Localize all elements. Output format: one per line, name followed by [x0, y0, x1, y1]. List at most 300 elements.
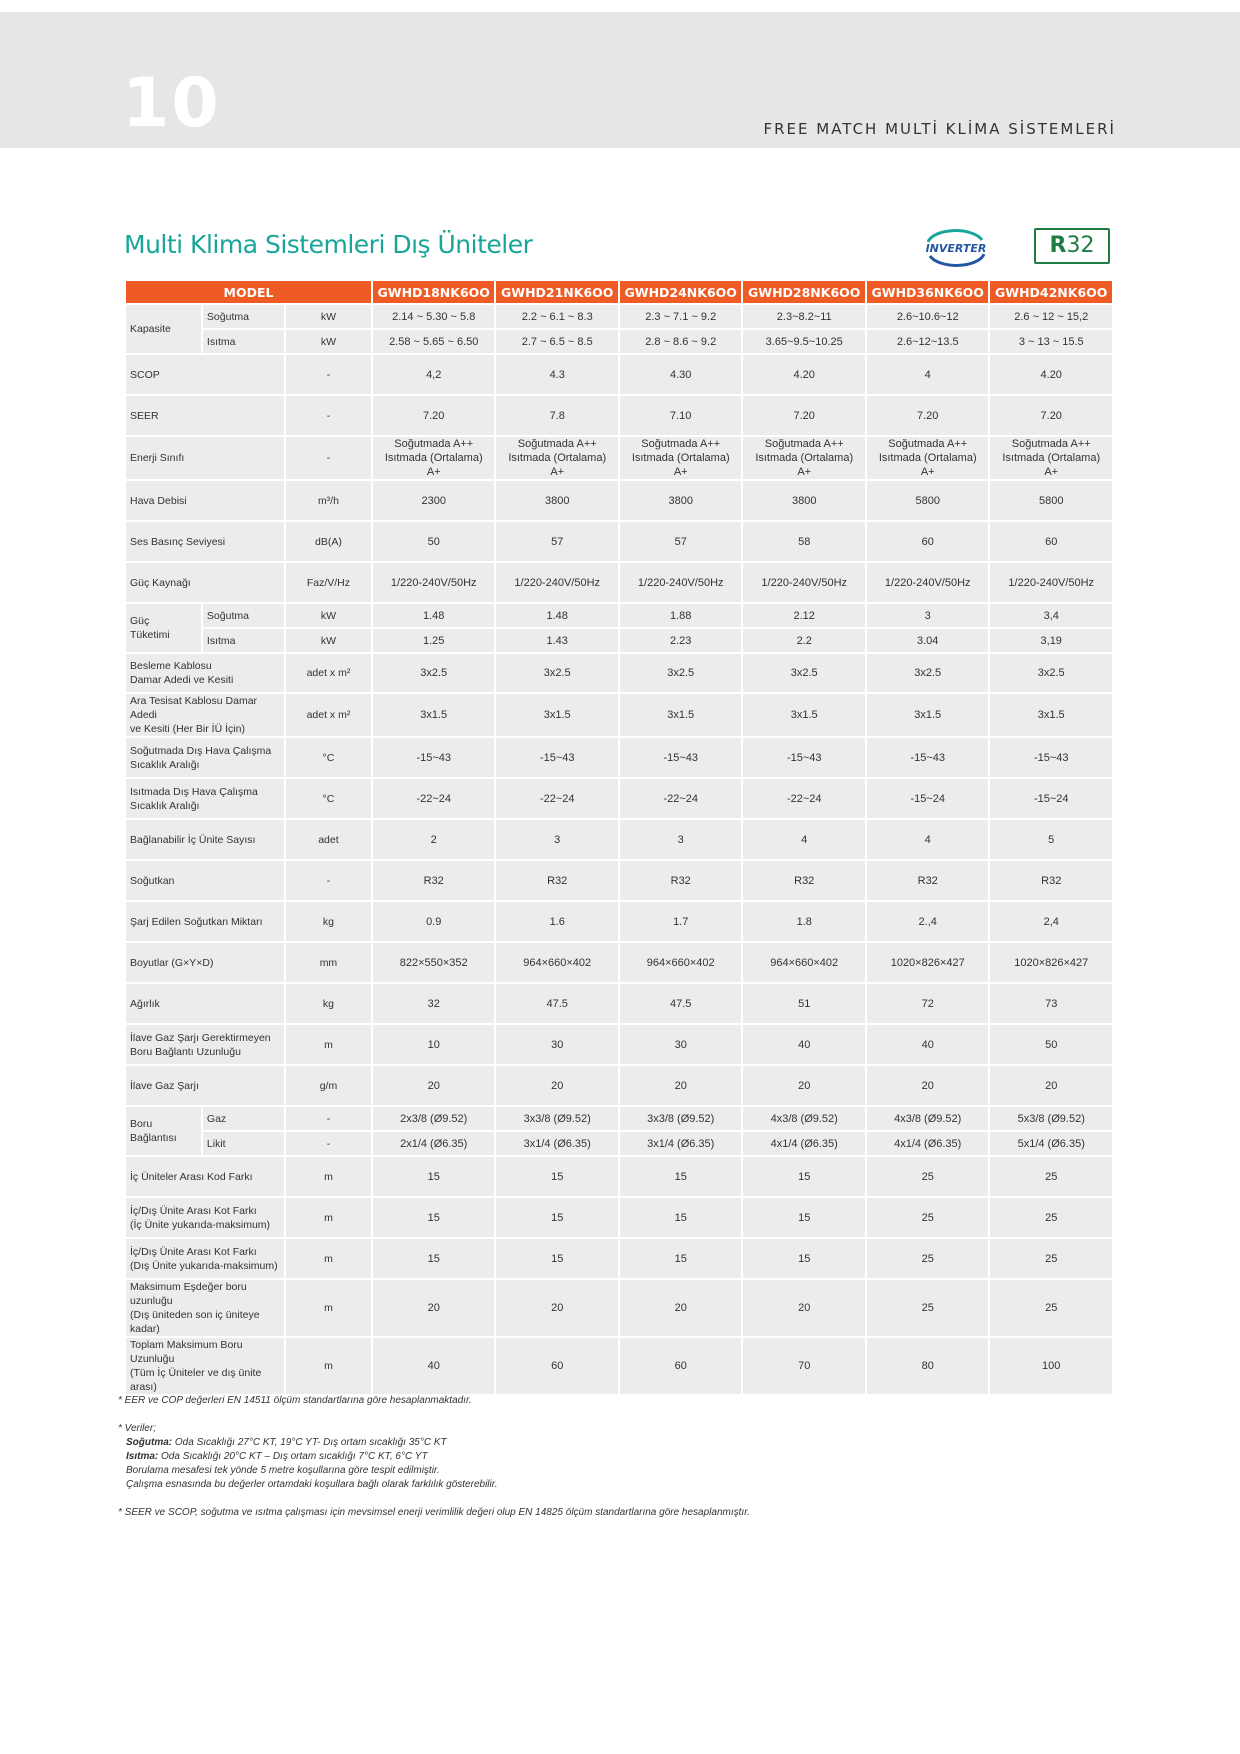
cell-value: 7.20: [743, 396, 865, 435]
cell-value: 3,4: [990, 604, 1112, 627]
cell-value: 4: [867, 355, 989, 394]
note-borulama: Borulama mesafesi tek yönde 5 metre koşullarına göre tespit edilmiştir.: [126, 1465, 440, 1476]
table-row: [126, 902, 1112, 941]
row-unit: m³/h: [286, 481, 371, 520]
row-sublabel: Soğutma: [203, 604, 284, 627]
cell-value: 60: [620, 1338, 742, 1394]
cell-value: 70: [743, 1338, 865, 1394]
cell-value: 3: [620, 820, 742, 859]
cell-value: 964×660×402: [620, 943, 742, 982]
cell-value: 1/220-240V/50Hz: [867, 563, 989, 602]
row-unit: kW: [286, 604, 371, 627]
row-unit: m: [286, 1338, 371, 1394]
cell-value: 100: [990, 1338, 1112, 1394]
cell-value: 25: [867, 1157, 989, 1196]
energy-class-cell: [496, 437, 618, 479]
cell-value: 4x1/4 (Ø6.35): [867, 1132, 989, 1155]
row-label-line: Boru Bağlantı Uzunluğu: [130, 1045, 241, 1058]
row-label: Soğutkan: [126, 861, 284, 900]
table-row: [126, 481, 1112, 520]
cell-value: 7.20: [867, 396, 989, 435]
note-isitma-text: Oda Sıcaklığı 20°C KT – Dış ortam sıcaklığı 7°C KT, 6°C YT: [158, 1451, 428, 1462]
row-unit: -: [286, 861, 371, 900]
row-label: [126, 1338, 284, 1394]
table-row: [126, 522, 1112, 561]
row-sublabel: Isıtma: [203, 629, 284, 652]
energy-class-cell: [743, 437, 865, 479]
cell-value: 20: [373, 1066, 495, 1105]
row-unit: adet x m²: [286, 654, 371, 692]
table-row: [126, 330, 1112, 353]
note-sogutma-text: Oda Sıcaklığı 27°C KT, 19°C YT- Dış ortam sıcaklığı 35°C KT: [172, 1437, 447, 1448]
model-header-row: [126, 281, 1112, 303]
model-name: GWHD18NK6OO: [373, 281, 495, 303]
cell-value: 20: [373, 1280, 495, 1336]
cell-value: 1/220-240V/50Hz: [373, 563, 495, 602]
cell-value: 3x1.5: [620, 694, 742, 736]
cell-value: 1/220-240V/50Hz: [496, 563, 618, 602]
row-unit: adet x m²: [286, 694, 371, 736]
cell-value: R32: [496, 861, 618, 900]
cell-value: 25: [990, 1198, 1112, 1237]
cell-value: 2.6~12~13.5: [867, 330, 989, 353]
specs-table: [124, 279, 1114, 1396]
table-row: [126, 694, 1112, 736]
cell-value: 4.30: [620, 355, 742, 394]
cell-value: -22~24: [373, 779, 495, 818]
row-label-line: Boru: [130, 1118, 153, 1130]
cell-value: 4: [743, 820, 865, 859]
cell-value: 3x1.5: [743, 694, 865, 736]
model-name: GWHD21NK6OO: [496, 281, 618, 303]
row-unit: -: [286, 1107, 371, 1130]
table-row: [126, 943, 1112, 982]
row-unit: kW: [286, 629, 371, 652]
energy-class-cell: [620, 437, 742, 479]
row-label-line: (İç Ünite yukarıda-maksimum): [130, 1218, 271, 1231]
cell-value: 1.6: [496, 902, 618, 941]
cell-value: 2.3~8.2~11: [743, 305, 865, 328]
row-unit: g/m: [286, 1066, 371, 1105]
cell-value: 60: [496, 1338, 618, 1394]
cell-value: 2.3 ~ 7.1 ~ 9.2: [620, 305, 742, 328]
row-unit: Faz/V/Hz: [286, 563, 371, 602]
cell-value: 80: [867, 1338, 989, 1394]
cell-value: 15: [373, 1239, 495, 1278]
cell-value: 32: [373, 984, 495, 1023]
energy-class-heating: Isıtmada (Ortalama) A+: [1002, 452, 1101, 478]
cell-value: 964×660×402: [743, 943, 865, 982]
row-unit: m: [286, 1198, 371, 1237]
cell-value: 7.10: [620, 396, 742, 435]
r32-logo-letter: R: [1049, 233, 1067, 258]
row-label: [126, 604, 201, 652]
cell-value: 15: [496, 1239, 618, 1278]
cell-value: 3.04: [867, 629, 989, 652]
cell-value: 3800: [496, 481, 618, 520]
energy-class-heating: Isıtmada (Ortalama) A+: [755, 452, 854, 478]
cell-value: 3x1.5: [990, 694, 1112, 736]
row-label-line: Isıtmada Dış Hava Çalışma: [130, 785, 258, 798]
cell-value: 3x1.5: [496, 694, 618, 736]
row-label-line: İç/Dış Ünite Arası Kot Farkı: [130, 1245, 257, 1258]
cell-value: -22~24: [743, 779, 865, 818]
energy-class-cell: [990, 437, 1112, 479]
table-row: [126, 984, 1112, 1023]
cell-value: 73: [990, 984, 1112, 1023]
model-label: MODEL: [126, 281, 371, 303]
row-unit: -: [286, 437, 371, 479]
cell-value: 3 ~ 13 ~ 15.5: [990, 330, 1112, 353]
row-unit: kW: [286, 330, 371, 353]
cell-value: 2.6 ~ 12 ~ 15,2: [990, 305, 1112, 328]
row-unit: kW: [286, 305, 371, 328]
cell-value: 3: [867, 604, 989, 627]
cell-value: 15: [620, 1198, 742, 1237]
row-label: [126, 779, 284, 818]
table-row: [126, 1198, 1112, 1237]
cell-value: 15: [743, 1239, 865, 1278]
cell-value: 7.20: [990, 396, 1112, 435]
row-unit: m: [286, 1025, 371, 1064]
cell-value: 58: [743, 522, 865, 561]
row-unit: kg: [286, 902, 371, 941]
cell-value: 25: [867, 1239, 989, 1278]
cell-value: R32: [990, 861, 1112, 900]
table-row: [126, 1025, 1112, 1064]
cell-value: 3.65~9.5~10.25: [743, 330, 865, 353]
row-label: [126, 738, 284, 777]
cell-value: 2.6~10.6~12: [867, 305, 989, 328]
cell-value: 5800: [990, 481, 1112, 520]
cell-value: 20: [496, 1066, 618, 1105]
cell-value: 30: [496, 1025, 618, 1064]
cell-value: 20: [620, 1066, 742, 1105]
note-eer: * EER ve COP değerleri EN 14511 ölçüm standartlarına göre hesaplanmaktadır.: [118, 1395, 472, 1406]
cell-value: 1.25: [373, 629, 495, 652]
cell-value: 2: [373, 820, 495, 859]
cell-value: 50: [373, 522, 495, 561]
table-row: [126, 1132, 1112, 1155]
row-label: Ağırlık: [126, 984, 284, 1023]
cell-value: R32: [867, 861, 989, 900]
row-label-line: Maksimum Eşdeğer boru uzunluğu: [130, 1281, 247, 1307]
cell-value: 4.3: [496, 355, 618, 394]
energy-class-cooling: Soğutmada A++: [641, 438, 721, 450]
r32-logo: [1034, 228, 1110, 264]
cell-value: 20: [620, 1280, 742, 1336]
cell-value: 25: [990, 1157, 1112, 1196]
cell-value: 4: [867, 820, 989, 859]
table-row: [126, 1066, 1112, 1105]
cell-value: 2.58 ~ 5.65 ~ 6.50: [373, 330, 495, 353]
cell-value: 25: [867, 1198, 989, 1237]
cell-value: 2.8 ~ 8.6 ~ 9.2: [620, 330, 742, 353]
row-unit: °C: [286, 779, 371, 818]
row-label-line: Damar Adedi ve Kesiti: [130, 674, 234, 686]
cell-value: 15: [620, 1157, 742, 1196]
cell-value: -15~43: [867, 738, 989, 777]
table-row: [126, 1157, 1112, 1196]
cell-value: 15: [496, 1198, 618, 1237]
row-label-line: Soğutmada Dış Hava Çalışma: [130, 744, 272, 757]
cell-value: 5800: [867, 481, 989, 520]
model-name: GWHD24NK6OO: [620, 281, 742, 303]
inverter-logo-text: INVERTER: [925, 242, 987, 255]
row-label: Hava Debisi: [126, 481, 284, 520]
table-row: [126, 1239, 1112, 1278]
cell-value: 10: [373, 1025, 495, 1064]
cell-value: 1020×826×427: [990, 943, 1112, 982]
cell-value: 2.23: [620, 629, 742, 652]
cell-value: 15: [743, 1157, 865, 1196]
page-number: 10: [122, 64, 221, 143]
header-title: FREE MATCH MULTİ KLİMA SİSTEMLERİ: [763, 120, 1116, 138]
cell-value: 3x2.5: [496, 654, 618, 692]
row-label: [126, 1025, 284, 1064]
row-label-line: Bağlantısı: [130, 1132, 177, 1144]
row-label: [126, 1280, 284, 1336]
cell-value: 50: [990, 1025, 1112, 1064]
table-row: [126, 820, 1112, 859]
cell-value: 3x2.5: [373, 654, 495, 692]
cell-value: 2.2: [743, 629, 865, 652]
footnotes: [118, 1394, 1108, 1520]
cell-value: 4.20: [990, 355, 1112, 394]
cell-value: 3800: [743, 481, 865, 520]
cell-value: 40: [867, 1025, 989, 1064]
cell-value: 964×660×402: [496, 943, 618, 982]
row-label-line: Besleme Kablosu: [130, 660, 212, 672]
row-unit: -: [286, 1132, 371, 1155]
cell-value: 3x2.5: [743, 654, 865, 692]
row-label: Ses Basınç Seviyesi: [126, 522, 284, 561]
cell-value: -15~24: [867, 779, 989, 818]
row-unit: -: [286, 396, 371, 435]
cell-value: 3: [496, 820, 618, 859]
cell-value: 3x1.5: [867, 694, 989, 736]
row-sublabel: Likit: [203, 1132, 284, 1155]
model-name: GWHD28NK6OO: [743, 281, 865, 303]
cell-value: 1.48: [373, 604, 495, 627]
cell-value: 72: [867, 984, 989, 1023]
cell-value: 3x2.5: [867, 654, 989, 692]
row-unit: m: [286, 1239, 371, 1278]
row-unit: adet: [286, 820, 371, 859]
cell-value: 57: [496, 522, 618, 561]
cell-value: 15: [743, 1198, 865, 1237]
cell-value: 25: [867, 1280, 989, 1336]
cell-value: 60: [867, 522, 989, 561]
cell-value: -15~43: [620, 738, 742, 777]
cell-value: 4.20: [743, 355, 865, 394]
row-label-line: (Tüm İç Üniteler ve dış ünite arası): [130, 1367, 262, 1393]
row-label-line: Ara Tesisat Kablosu Damar Adedi: [130, 695, 258, 721]
energy-class-heating: Isıtmada (Ortalama) A+: [384, 452, 483, 478]
cell-value: -15~43: [496, 738, 618, 777]
cell-value: 3x3/8 (Ø9.52): [620, 1107, 742, 1130]
cell-value: 20: [743, 1066, 865, 1105]
cell-value: 20: [867, 1066, 989, 1105]
table-row: [126, 563, 1112, 602]
row-label-line: (Dış Ünite yukarıda-maksimum): [130, 1259, 278, 1272]
row-unit: m: [286, 1280, 371, 1336]
row-label: [126, 1198, 284, 1237]
cell-value: 3800: [620, 481, 742, 520]
energy-class-cell: [867, 437, 989, 479]
cell-value: 2.12: [743, 604, 865, 627]
cell-value: 5x3/8 (Ø9.52): [990, 1107, 1112, 1130]
note-veriler: * Veriler;: [118, 1423, 156, 1434]
cell-value: 3x1/4 (Ø6.35): [620, 1132, 742, 1155]
table-row: [126, 355, 1112, 394]
cell-value: 40: [743, 1025, 865, 1064]
energy-class-cooling: Soğutmada A++: [888, 438, 968, 450]
table-row: [126, 738, 1112, 777]
model-name: GWHD36NK6OO: [867, 281, 989, 303]
row-label-line: İç/Dış Ünite Arası Kot Farkı: [130, 1204, 257, 1217]
row-label: Kapasite: [126, 305, 201, 353]
cell-value: 0.9: [373, 902, 495, 941]
cell-value: 1/220-240V/50Hz: [743, 563, 865, 602]
row-label-line: Güç: [130, 615, 150, 627]
cell-value: 4x3/8 (Ø9.52): [743, 1107, 865, 1130]
cell-value: 3x3/8 (Ø9.52): [496, 1107, 618, 1130]
table-row: [126, 779, 1112, 818]
cell-value: 1020×826×427: [867, 943, 989, 982]
cell-value: -15~43: [743, 738, 865, 777]
cell-value: 1/220-240V/50Hz: [990, 563, 1112, 602]
row-sublabel: Gaz: [203, 1107, 284, 1130]
table-row: [126, 305, 1112, 328]
table-row: [126, 629, 1112, 652]
cell-value: 1.48: [496, 604, 618, 627]
row-unit: °C: [286, 738, 371, 777]
table-row: [126, 1107, 1112, 1130]
table-row: [126, 1338, 1112, 1394]
cell-value: 1.7: [620, 902, 742, 941]
row-label: Bağlanabilir İç Ünite Sayısı: [126, 820, 284, 859]
cell-value: 15: [373, 1198, 495, 1237]
row-label-line: ve Kesiti (Her Bir İÜ İçin): [130, 723, 245, 735]
row-label: İç Üniteler Arası Kod Farkı: [126, 1157, 284, 1196]
row-label: SEER: [126, 396, 284, 435]
cell-value: 2.7 ~ 6.5 ~ 8.5: [496, 330, 618, 353]
table-row: [126, 437, 1112, 479]
cell-value: 1/220-240V/50Hz: [620, 563, 742, 602]
row-label-line: Sıcaklık Aralığı: [130, 799, 200, 812]
cell-value: 5: [990, 820, 1112, 859]
cell-value: 15: [496, 1157, 618, 1196]
cell-value: 2,4: [990, 902, 1112, 941]
row-label: SCOP: [126, 355, 284, 394]
inverter-logo: [920, 228, 992, 268]
cell-value: 2x1/4 (Ø6.35): [373, 1132, 495, 1155]
r32-logo-number: 32: [1066, 233, 1095, 258]
cell-value: 2.,4: [867, 902, 989, 941]
note-sogutma-label: Soğutma:: [126, 1437, 173, 1448]
cell-value: 2.2 ~ 6.1 ~ 8.3: [496, 305, 618, 328]
energy-class-cooling: Soğutmada A++: [764, 438, 844, 450]
row-label: [126, 654, 284, 692]
cell-value: 5x1/4 (Ø6.35): [990, 1132, 1112, 1155]
row-label: [126, 694, 284, 736]
row-label: [126, 1107, 201, 1155]
cell-value: 20: [990, 1066, 1112, 1105]
cell-value: R32: [373, 861, 495, 900]
cell-value: 2x3/8 (Ø9.52): [373, 1107, 495, 1130]
row-label-line: (Dış üniteden son iç üniteye kadar): [130, 1309, 260, 1335]
cell-value: 3x2.5: [990, 654, 1112, 692]
table-row: [126, 654, 1112, 692]
row-sublabel: Soğutma: [203, 305, 284, 328]
energy-class-cooling: Soğutmada A++: [517, 438, 597, 450]
row-label: Enerji Sınıfı: [126, 437, 284, 479]
cell-value: R32: [620, 861, 742, 900]
table-row: [126, 1280, 1112, 1336]
row-label-line: Toplam Maksimum Boru Uzunluğu: [130, 1339, 243, 1365]
cell-value: 47.5: [496, 984, 618, 1023]
cell-value: 7.20: [373, 396, 495, 435]
cell-value: 57: [620, 522, 742, 561]
row-label-line: İlave Gaz Şarjı Gerektirmeyen: [130, 1031, 271, 1044]
row-label: İlave Gaz Şarjı: [126, 1066, 284, 1105]
cell-value: 15: [620, 1239, 742, 1278]
note-calisma: Çalışma esnasında bu değerler ortamdaki koşullara bağlı olarak farklılık gösterebilir.: [126, 1479, 498, 1490]
note-seer: * SEER ve SCOP, soğutma ve ısıtma çalışması için mevsimsel enerji verimlilik değeri olup EN 14825 ölçüm standartlarına göre hesaplanmıştır.: [118, 1507, 750, 1518]
row-unit: m: [286, 1157, 371, 1196]
cell-value: -15~24: [990, 779, 1112, 818]
cell-value: -15~43: [373, 738, 495, 777]
row-label: Boyutlar (G×Y×D): [126, 943, 284, 982]
table-row: [126, 604, 1112, 627]
cell-value: 822×550×352: [373, 943, 495, 982]
note-isitma: [118, 1450, 1108, 1464]
row-unit: dB(A): [286, 522, 371, 561]
table-row: [126, 861, 1112, 900]
energy-class-heating: Isıtmada (Ortalama) A+: [631, 452, 730, 478]
note-sogutma: [118, 1436, 1108, 1450]
cell-value: 47.5: [620, 984, 742, 1023]
cell-value: 3x1.5: [373, 694, 495, 736]
cell-value: 1.8: [743, 902, 865, 941]
cell-value: 4x1/4 (Ø6.35): [743, 1132, 865, 1155]
cell-value: 7.8: [496, 396, 618, 435]
cell-value: R32: [743, 861, 865, 900]
cell-value: 4,2: [373, 355, 495, 394]
energy-class-heating: Isıtmada (Ortalama) A+: [508, 452, 607, 478]
row-label: Güç Kaynağı: [126, 563, 284, 602]
cell-value: 25: [990, 1280, 1112, 1336]
row-unit: -: [286, 355, 371, 394]
row-sublabel: Isıtma: [203, 330, 284, 353]
row-unit: mm: [286, 943, 371, 982]
row-label: Şarj Edilen Soğutkan Miktarı: [126, 902, 284, 941]
energy-class-cooling: Soğutmada A++: [1011, 438, 1091, 450]
energy-class-heating: Isıtmada (Ortalama) A+: [878, 452, 977, 478]
cell-value: 3,19: [990, 629, 1112, 652]
row-label: [126, 1239, 284, 1278]
cell-value: 30: [620, 1025, 742, 1064]
cell-value: 1.43: [496, 629, 618, 652]
cell-value: 3x2.5: [620, 654, 742, 692]
energy-class-cell: [373, 437, 495, 479]
energy-class-cooling: Soğutmada A++: [394, 438, 474, 450]
cell-value: -15~43: [990, 738, 1112, 777]
cell-value: 20: [743, 1280, 865, 1336]
cell-value: 60: [990, 522, 1112, 561]
row-label-line: Sıcaklık Aralığı: [130, 758, 200, 771]
